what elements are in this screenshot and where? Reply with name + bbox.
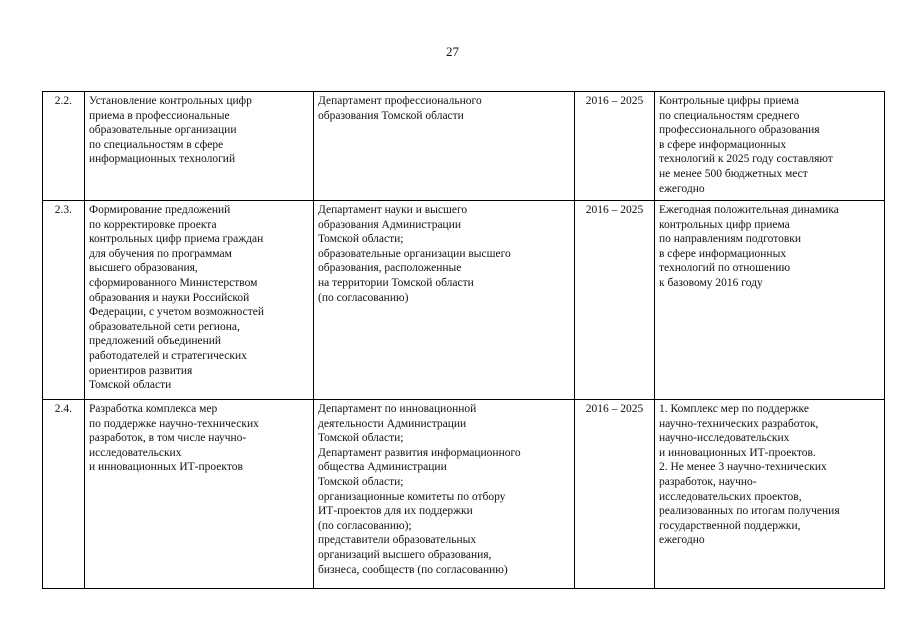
measure-description: Разработка комплекса мер по поддержке научно-технических разработок, в том числе научно- исследовательских и инновационных ИТ-проектов [85,400,314,589]
table-row [43,201,885,400]
measure-description: Формирование предложений по корректировке проекта контрольных цифр приема граждан для обучения по программам высшего образования, сформированного Министерством образования и науки Российской Федерации, с учетом возможностей образовательной сети региона, предложений объединений работодателей и стратегических ориентиров развития Томской области [85,201,314,400]
expected-result: Ежегодная положительная динамика контрольных цифр приема по направлениям подготовки в сфере информационных технологий по отношению к базовому 2016 году [655,201,885,400]
responsible-executor: Департамент профессионального образования Томской области [314,92,575,201]
measures-table [42,91,885,589]
implementation-term: 2016 – 2025 [575,201,655,400]
row-number: 2.2. [43,92,85,201]
responsible-executor: Департамент науки и высшего образования Администрации Томской области; образовательные организации высшего образования, расположенные на территории Томской области (по согласованию) [314,201,575,400]
expected-result: 1. Комплекс мер по поддержке научно-технических разработок, научно-исследовательских и инновационных ИТ-проектов. 2. Не менее 3 научно-технических разработок, научно- исследовательских проектов, реализованных по итогам получения государственной поддержки, ежегодно [655,400,885,589]
implementation-term: 2016 – 2025 [575,92,655,201]
row-number: 2.3. [43,201,85,400]
page-number: 27 [446,44,459,59]
implementation-term: 2016 – 2025 [575,400,655,589]
expected-result: Контрольные цифры приема по специальностям среднего профессионального образования в сфере информационных технологий к 2025 году составляют не менее 500 бюджетных мест ежегодно [655,92,885,201]
row-number: 2.4. [43,400,85,589]
table-row [43,92,885,201]
measure-description: Установление контрольных цифр приема в профессиональные образовательные организации по специальностям в сфере информационных технологий [85,92,314,201]
table-row [43,400,885,589]
responsible-executor: Департамент по инновационной деятельности Администрации Томской области; Департамент развития информационного общества Администрации Томской области; организационные комитеты по отбору ИТ-проектов для их поддержки (по согласованию); представители образовательных организаций высшего образования, бизнеса, сообществ (по согласованию) [314,400,575,589]
